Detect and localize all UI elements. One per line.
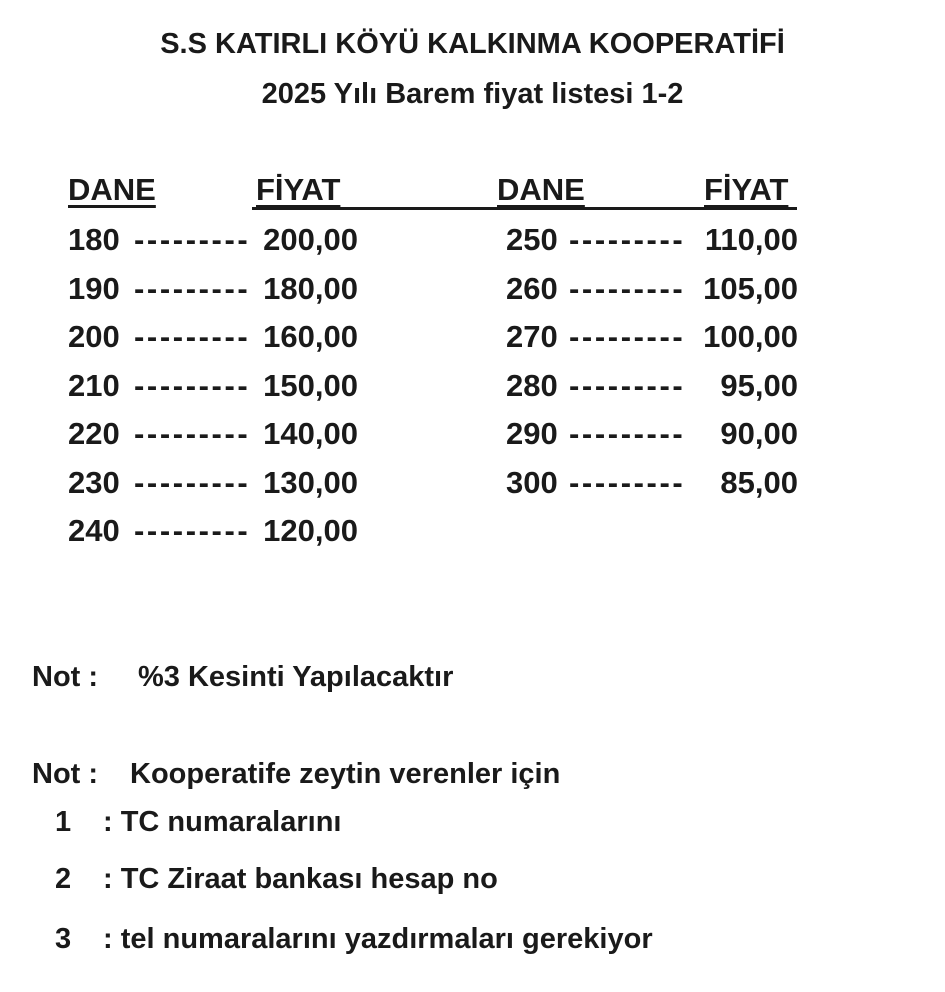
- dane-value: 250: [506, 222, 558, 257]
- dash-leader: ---------: [569, 319, 686, 354]
- dane-value: 190: [68, 270, 120, 306]
- fiyat-value: 150,00: [263, 367, 358, 403]
- note2-text: Kooperatife zeytin verenler için: [130, 758, 561, 790]
- dash-leader: ---------: [569, 416, 686, 451]
- note2-label: Not :: [32, 758, 99, 790]
- dane-value: 300: [506, 464, 558, 500]
- price-row: [0, 513, 945, 553]
- dane-value: 200: [68, 319, 120, 354]
- dash-leader: ---------: [134, 222, 251, 257]
- price-row: [0, 222, 945, 262]
- note2-item-text: : tel numaralarını yazdırmaları gerekiyor: [103, 923, 653, 955]
- fiyat-value: 110,00: [704, 222, 798, 257]
- price-row: [0, 416, 945, 456]
- price-row: [0, 465, 945, 505]
- note2-item-text: : TC Ziraat bankası hesap no: [103, 863, 498, 895]
- dash-leader: ---------: [569, 222, 686, 257]
- dash-leader: ---------: [569, 367, 686, 403]
- fiyat-value: 100,00: [703, 319, 798, 354]
- dane-value: 180: [68, 222, 120, 257]
- dash-leader: ---------: [134, 319, 251, 354]
- dane-value: 240: [68, 513, 120, 548]
- header-underline: [252, 207, 797, 210]
- dash-leader: ---------: [134, 367, 251, 403]
- note2-item-num: 1: [55, 806, 72, 838]
- dash-leader: ---------: [134, 464, 251, 500]
- dash-leader: ---------: [569, 270, 686, 306]
- fiyat-value: 120,00: [263, 513, 358, 548]
- dash-leader: ---------: [134, 270, 251, 306]
- fiyat-value: 200,00: [263, 222, 358, 257]
- note1-text: %3 Kesinti Yapılacaktır: [138, 661, 454, 693]
- fiyat-value: 130,00: [263, 464, 358, 500]
- price-row: [0, 319, 945, 359]
- fiyat-value: 85,00: [720, 464, 798, 500]
- fiyat-value: 105,00: [703, 270, 798, 306]
- price-row: [0, 368, 945, 408]
- price-row: [0, 271, 945, 311]
- note2-item-num: 3: [55, 923, 72, 955]
- header-dane-left: DANE: [68, 172, 156, 207]
- fiyat-value: 160,00: [263, 319, 358, 354]
- dane-value: 260: [506, 270, 558, 306]
- header-fiyat-right: FİYAT: [704, 172, 789, 207]
- dane-value: 270: [506, 319, 558, 354]
- header-dane-right: DANE: [497, 172, 585, 207]
- fiyat-value: 90,00: [720, 416, 798, 451]
- dane-value: 220: [68, 416, 120, 451]
- dane-value: 290: [506, 416, 558, 451]
- header-fiyat-left: FİYAT: [256, 172, 341, 207]
- fiyat-value: 180,00: [263, 270, 358, 306]
- document-subtitle: 2025 Yılı Barem fiyat listesi 1-2: [261, 78, 684, 110]
- fiyat-value: 95,00: [720, 367, 798, 403]
- document-title: S.S KATIRLI KÖYÜ KALKINMA KOOPERATİFİ: [160, 28, 785, 60]
- dash-leader: ---------: [569, 464, 686, 500]
- dane-value: 280: [506, 367, 558, 403]
- note2-item-num: 2: [55, 863, 72, 895]
- dane-value: 230: [68, 464, 120, 500]
- dash-leader: ---------: [134, 416, 251, 451]
- note1-label: Not :: [32, 661, 99, 693]
- note2-item-text: : TC numaralarını: [103, 806, 342, 838]
- dash-leader: ---------: [134, 513, 251, 548]
- dane-value: 210: [68, 367, 120, 403]
- fiyat-value: 140,00: [263, 416, 358, 451]
